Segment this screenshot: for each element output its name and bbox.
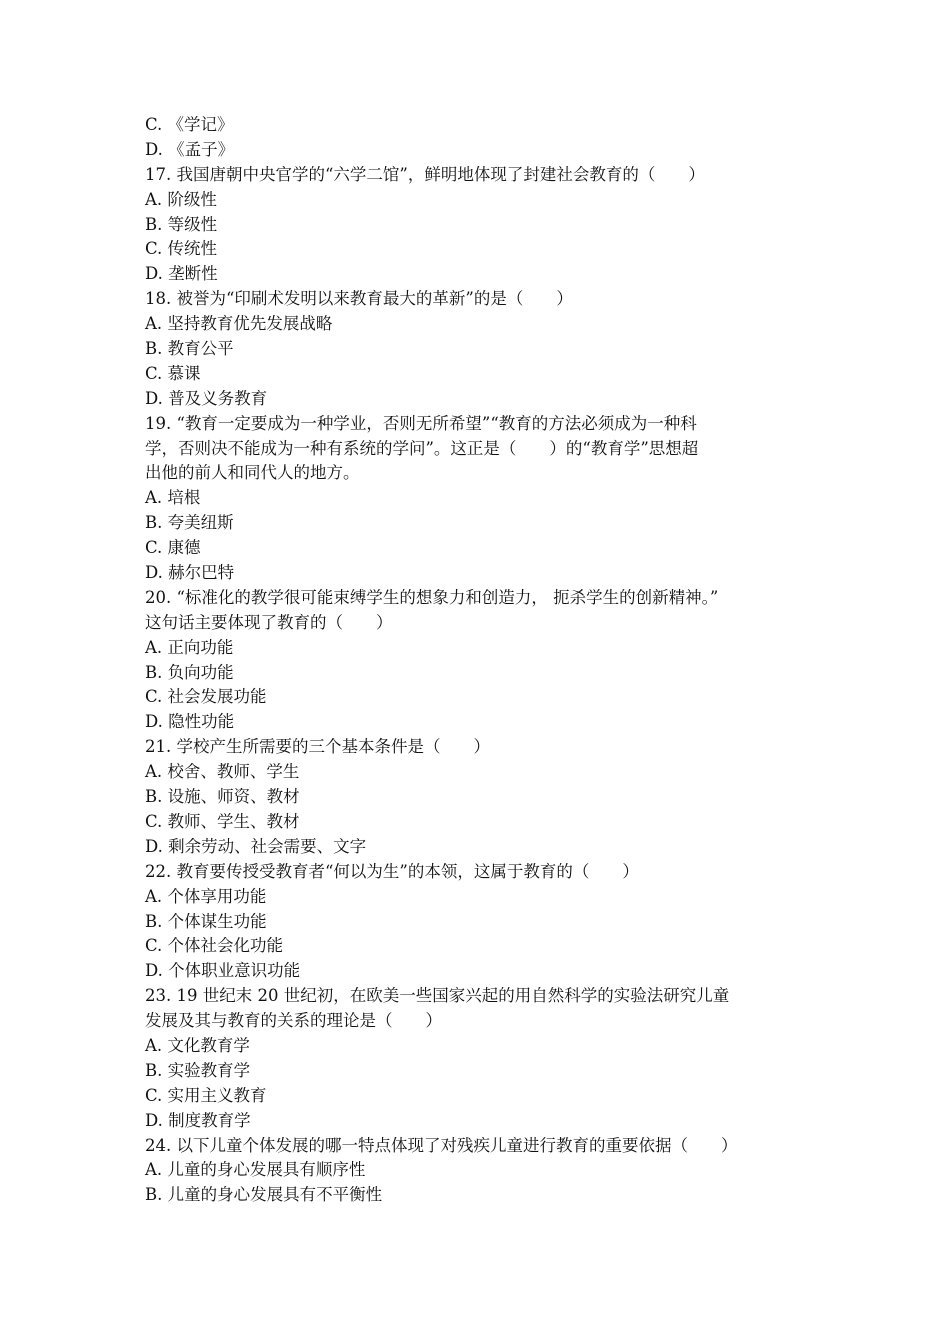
question-17: 17. 我国唐朝中央官学的“六学二馆”，鲜明地体现了封建社会教育的（ ）	[145, 164, 705, 184]
option-18b: B. 教育公平	[145, 339, 234, 359]
question-23-line-2: 发展及其与教育的关系的理论是（ ）	[145, 1011, 442, 1031]
option-22b: B. 个体谋生功能	[145, 911, 267, 931]
option-21c: C. 教师、学生、教材	[145, 811, 300, 831]
option-21a: A. 校舍、教师、学生	[145, 762, 300, 782]
question-20-line-2: 这句话主要体现了教育的（ ）	[145, 612, 393, 632]
option-19d: D. 赫尔巴特	[145, 563, 235, 583]
option-16c: C. 《学记》	[145, 115, 234, 134]
option-23b: B. 实验教育学	[145, 1060, 251, 1080]
document-page	[145, 113, 813, 1208]
option-24b: B. 儿童的身心发展具有不平衡性	[145, 1185, 383, 1205]
question-22: 22. 教育要传授受教育者“何以为生”的本领，这属于教育的（ ）	[145, 861, 639, 881]
question-19-line-1: 19. “教育一定要成为一种学业，否则无所希望”“教育的方法必须成为一种科	[145, 413, 697, 433]
option-20d: D. 隐性功能	[145, 712, 235, 732]
question-18: 18. 被誉为“印刷术发明以来教育最大的革新”的是（ ）	[145, 289, 573, 309]
question-23-line-1: 23. 19 世纪末 20 世纪初，在欧美一些国家兴起的用自然科学的实验法研究儿童	[145, 986, 730, 1006]
option-20b: B. 负向功能	[145, 662, 234, 682]
option-18a: A. 坚持教育优先发展战略	[145, 314, 333, 334]
question-24: 24. 以下儿童个体发展的哪一特点体现了对残疾儿童进行教育的重要依据（ ）	[145, 1135, 738, 1155]
option-22d: D. 个体职业意识功能	[145, 961, 301, 981]
option-17a: A. 阶级性	[145, 189, 217, 209]
option-19a: A. 培根	[145, 488, 201, 508]
question-19-line-3: 出他的前人和同代人的地方。	[145, 463, 360, 483]
option-18d: D. 普及义务教育	[145, 388, 268, 408]
option-21d: D. 剩余劳动、社会需要、文字	[145, 836, 367, 856]
option-23c: C. 实用主义教育	[145, 1085, 267, 1105]
option-20a: A. 正向功能	[145, 637, 234, 657]
question-21: 21. 学校产生所需要的三个基本条件是（ ）	[145, 737, 490, 757]
option-18c: C. 慕课	[145, 363, 201, 383]
option-23d: D. 制度教育学	[145, 1110, 251, 1130]
option-23a: A. 文化教育学	[145, 1035, 250, 1055]
option-17c: C. 传统性	[145, 239, 218, 259]
option-19b: B. 夸美纽斯	[145, 513, 234, 533]
option-19c: C. 康德	[145, 538, 201, 558]
option-22a: A. 个体享用功能	[145, 886, 267, 906]
option-20c: C. 社会发展功能	[145, 687, 267, 707]
option-17b: B. 等级性	[145, 214, 218, 234]
option-22c: C. 个体社会化功能	[145, 936, 284, 956]
question-19-line-2: 学，否则决不能成为一种有系统的学问”。这正是（ ）的“教育学”思想超	[145, 438, 699, 458]
option-17d: D. 垄断性	[145, 264, 218, 284]
option-24a: A. 儿童的身心发展具有顺序性	[145, 1160, 366, 1180]
question-20-line-1: 20. “标准化的教学很可能束缚学生的想象力和创造力， 扼杀学生的创新精神。”	[145, 587, 719, 607]
option-21b: B. 设施、师资、教材	[145, 787, 300, 807]
option-16d: D. 《孟子》	[145, 139, 235, 159]
